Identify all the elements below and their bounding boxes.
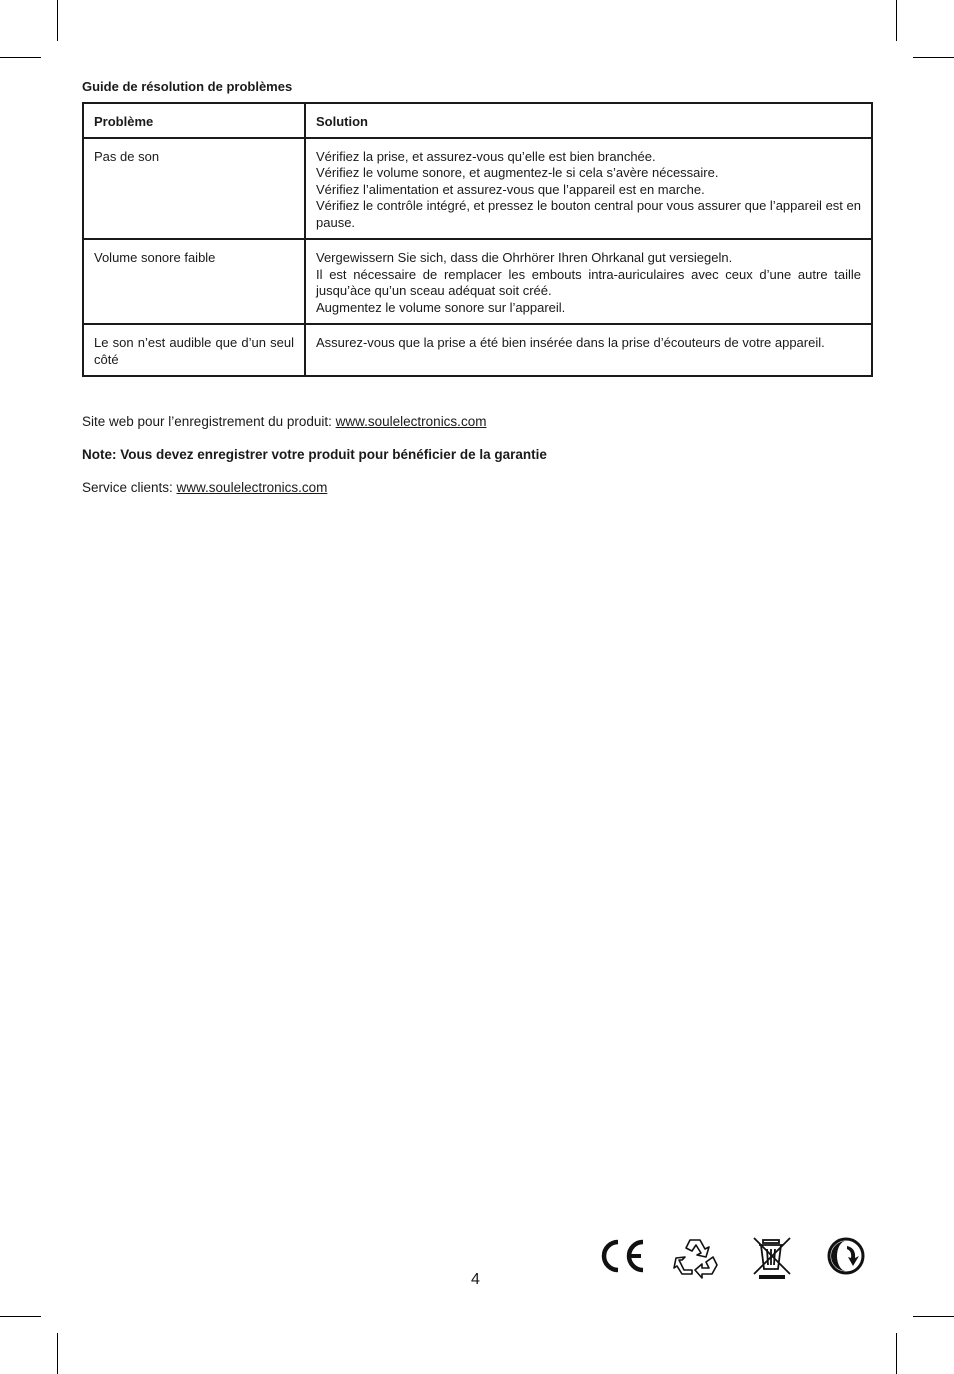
page-number: 4 (471, 1271, 480, 1288)
registration-line (82, 414, 486, 429)
crop-mark (896, 0, 897, 41)
solution-line: Vérifiez le contrôle intégré, et pressez le bouton central pour vous assurer que l’appareil est en pause. (316, 198, 861, 230)
green-dot-icon (826, 1236, 866, 1276)
problem-cell: Volume sonore faible (83, 239, 305, 324)
crop-mark (57, 1333, 58, 1374)
solution-line: Vergewissern Sie sich, dass die Ohrhörer Ihren Ohrkanal gut versiegeln. (316, 250, 733, 265)
table-row (83, 324, 872, 376)
recycle-icon (673, 1236, 719, 1280)
problem-cell: Pas de son (83, 138, 305, 240)
solution-cell (305, 324, 872, 376)
table-header-row (83, 103, 872, 138)
problem-cell: Le son n’est audible que d’un seul côté (83, 324, 305, 376)
solution-line: Vérifiez l’alimentation et assurez-vous que l’appareil est en marche. (316, 181, 705, 197)
crop-mark (896, 1333, 897, 1374)
service-link[interactable]: www.soulelectronics.com (176, 480, 328, 495)
crop-mark (0, 1316, 41, 1317)
service-line (82, 480, 327, 495)
crop-mark (913, 1316, 954, 1317)
solution-cell (305, 239, 872, 324)
table-row (83, 239, 872, 324)
table-row (83, 138, 872, 240)
solution-line: Il est nécessaire de remplacer les embouts intra-auriculaires avec ceux d’une autre taille jusqu’àce qu’un sceau adéquat soit créé. (316, 266, 861, 298)
troubleshooting-table (82, 102, 873, 377)
page-title: Guide de résolution de problèmes (82, 79, 293, 94)
solution-line: Assurez-vous que la prise a été bien insérée dans la prise d’écouteurs de votre appareil. (316, 335, 825, 350)
crop-mark (57, 0, 58, 41)
solution-line: Augmentez le volume sonore sur l’appareil. (316, 299, 566, 315)
ce-mark-icon (597, 1236, 647, 1276)
crop-mark (0, 57, 41, 58)
solution-cell (305, 138, 872, 240)
solution-line: Vérifiez la prise, et assurez-vous qu’elle est bien branchée. (316, 148, 656, 164)
column-header-solution: Solution (305, 103, 872, 138)
solution-line: Vérifiez le volume sonore, et augmentez-le si cela s’avère nécessaire. (316, 165, 719, 180)
registration-label: Site web pour l’enregistrement du produit: (82, 414, 336, 429)
crop-mark (913, 57, 954, 58)
service-label: Service clients: (82, 480, 177, 495)
weee-crossed-bin-icon (751, 1236, 793, 1280)
registration-link[interactable]: www.soulelectronics.com (335, 414, 487, 429)
column-header-problem: Problème (83, 103, 305, 138)
warranty-note: Note: Vous devez enregistrer votre produit pour bénéficier de la garantie (82, 447, 547, 462)
